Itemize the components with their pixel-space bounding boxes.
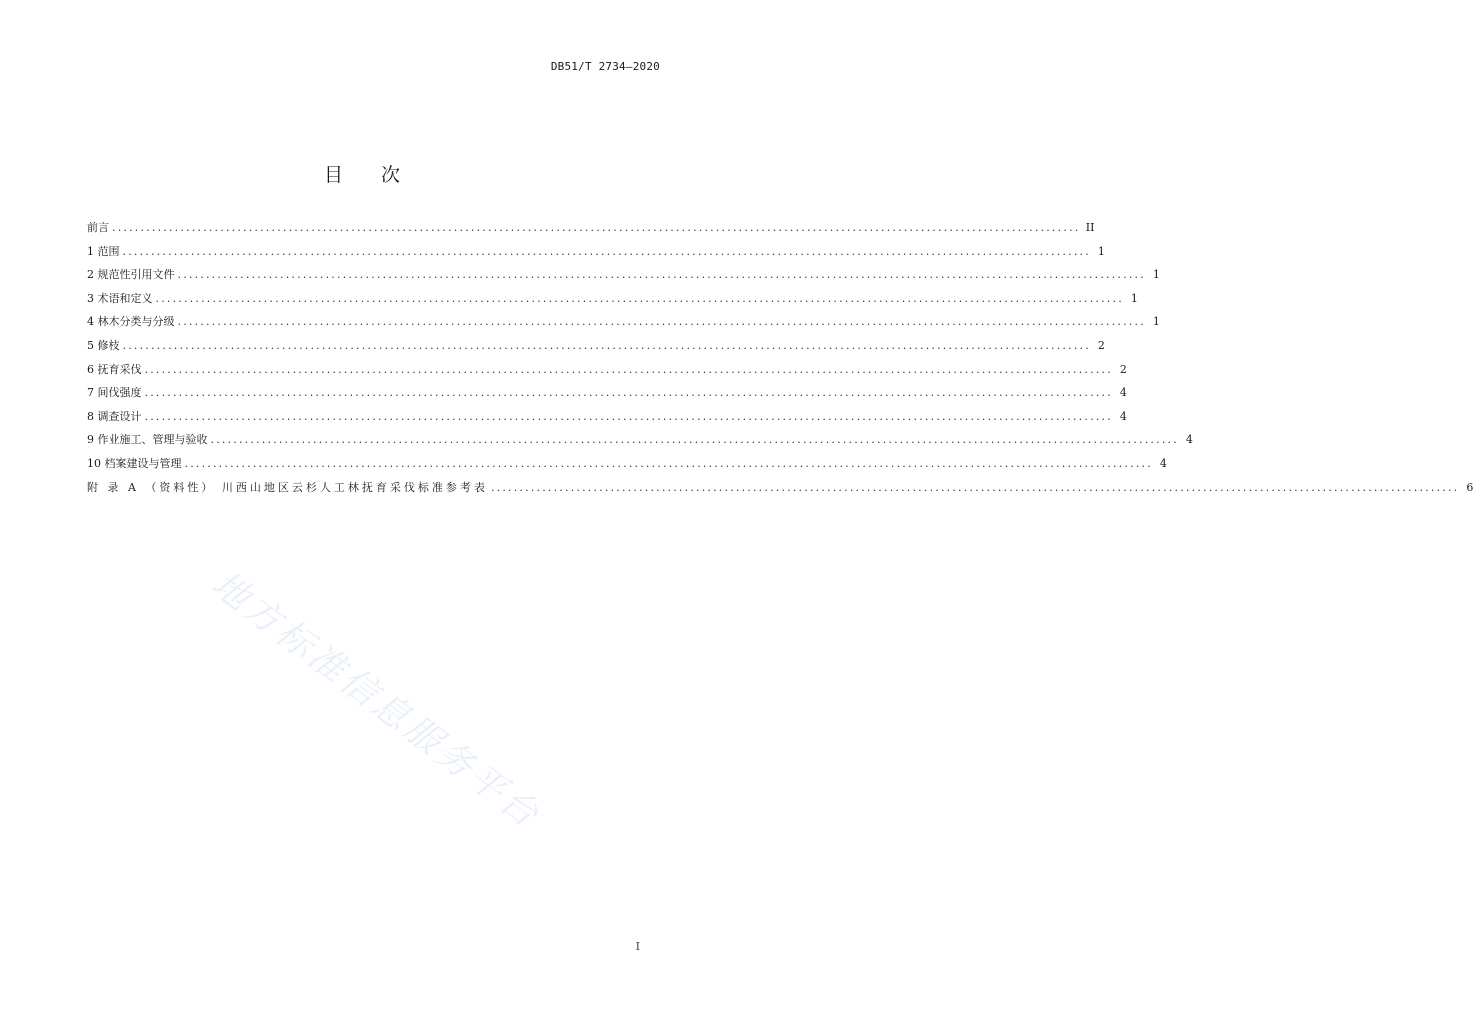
- toc-leader-dots: ..........................................................................................................................................................................: [112, 221, 1081, 234]
- toc-entry-label: 5 修枝: [87, 338, 120, 352]
- toc-entry-label: 10 档案建设与管理: [87, 456, 182, 470]
- toc-entry-label: 8 调查设计: [87, 409, 142, 423]
- toc-entry-page: 1: [1130, 291, 1138, 305]
- toc-entry-6[interactable]: [87, 362, 1127, 386]
- page-title: 目 次: [323, 164, 401, 186]
- toc-entry-label: 6 抚育采伐: [87, 362, 142, 376]
- toc-entry-page: 1: [1152, 315, 1160, 329]
- toc-entry-10[interactable]: [87, 456, 1167, 480]
- toc-entry-1[interactable]: [87, 244, 1105, 268]
- toc-leader-dots: ..........................................................................................................................................................................: [184, 456, 1153, 470]
- toc-entry-4[interactable]: [87, 314, 1160, 338]
- toc-entry-label: 4 林木分类与分级: [87, 315, 175, 329]
- toc-leader-dots: ..........................................................................................................................................................................: [177, 315, 1146, 329]
- toc-entry-label: 3 术语和定义: [87, 291, 153, 305]
- toc-entry-page: 6: [1466, 480, 1473, 494]
- toc-leader-dots: ..........................................................................................................................................................................: [144, 386, 1113, 400]
- toc-entry-page: 1: [1097, 244, 1105, 258]
- watermark: 地方标准信息服务平台: [204, 563, 549, 838]
- toc-entry-label: 7 间伐强度: [87, 386, 142, 400]
- toc-entry-page: 4: [1119, 409, 1127, 423]
- toc-entry-8[interactable]: [87, 409, 1127, 433]
- toc-entry-page: 2: [1097, 338, 1105, 352]
- toc-leader-dots: ..........................................................................................................................................................................: [155, 291, 1124, 305]
- toc-leader-dots: ..........................................................................................................................................................................: [122, 338, 1091, 352]
- table-of-contents: [87, 220, 1473, 503]
- document-id: DB51/T 2734—2020: [550, 60, 660, 73]
- toc-leader-dots: ..........................................................................................................................................................................: [144, 409, 1113, 423]
- toc-entry-3[interactable]: [87, 291, 1138, 315]
- page-number: I: [635, 940, 640, 953]
- toc-entry-label: 2 规范性引用文件: [87, 268, 175, 282]
- toc-entry-page: 1: [1152, 268, 1160, 282]
- toc-leader-dots: ..........................................................................................................................................................................: [122, 244, 1091, 258]
- toc-entry-label: 1 范围: [87, 244, 120, 258]
- toc-entry-5[interactable]: [87, 338, 1105, 362]
- toc-leader-dots: ..........................................................................................................................................................................: [490, 480, 1460, 494]
- toc-leader-dots: ..........................................................................................................................................................................: [210, 433, 1179, 447]
- toc-entry-label: 9 作业施工、管理与验收: [87, 433, 208, 447]
- toc-entry-page: 4: [1119, 386, 1127, 400]
- toc-entry-page: 2: [1119, 362, 1127, 376]
- toc-entry-preface[interactable]: [87, 220, 1095, 244]
- toc-leader-dots: ..........................................................................................................................................................................: [144, 362, 1113, 376]
- toc-entry-page: 4: [1185, 433, 1193, 447]
- toc-leader-dots: ..........................................................................................................................................................................: [177, 268, 1146, 282]
- toc-entry-page: II: [1085, 221, 1095, 234]
- toc-entry-appendix-a[interactable]: [87, 480, 1473, 504]
- toc-entry-2[interactable]: [87, 267, 1160, 291]
- toc-entry-label: 附 录 A （资料性） 川西山地区云杉人工林抚育采伐标准参考表: [87, 480, 488, 494]
- toc-entry-page: 4: [1159, 456, 1167, 470]
- toc-entry-label: 前言: [87, 221, 109, 234]
- toc-entry-9[interactable]: [87, 432, 1193, 456]
- toc-entry-7[interactable]: [87, 385, 1127, 409]
